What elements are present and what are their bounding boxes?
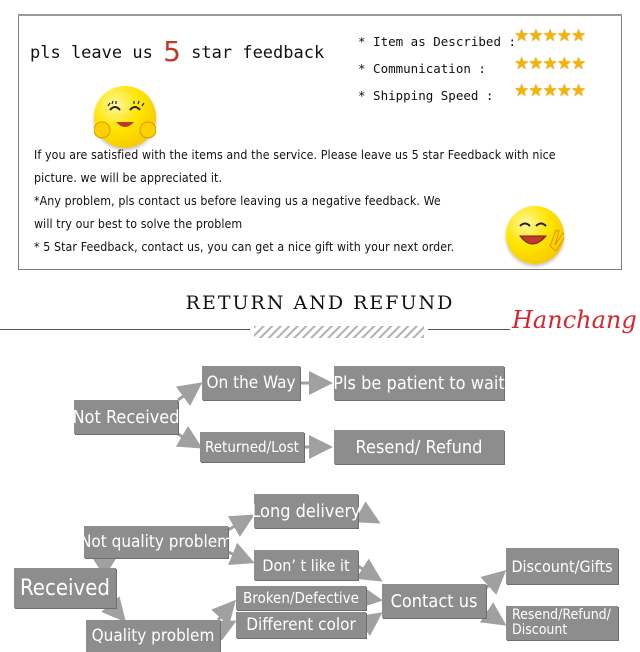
received-box: Received (14, 568, 116, 608)
dont-like-it-box: Don’ t like it (254, 550, 358, 580)
not-quality-problem-box: Not quality problem (84, 526, 228, 558)
arrow-contact-resend (486, 612, 504, 624)
broken-defective-box: Broken/Defective (236, 586, 366, 610)
brand-signature: Hanchang (512, 306, 637, 334)
resend-refund-discount-box: Resend/Refund/ Discount (506, 606, 618, 640)
arrow-long-next (360, 512, 378, 522)
rating-item-described: * Item as Described : (358, 34, 517, 49)
different-color-box: Different color (236, 612, 366, 638)
arrow-broken-contact (366, 598, 380, 600)
be-patient-box: Pls be patient to wait (334, 366, 504, 400)
arrow-contact-discount (486, 572, 504, 588)
arrow-quality-color (218, 622, 234, 630)
arrow-color-contact (366, 614, 380, 624)
discount-gifts-box: Discount/Gifts (506, 548, 618, 584)
headline-number: 5 (163, 35, 181, 68)
contact-us-box: Contact us (382, 584, 486, 618)
arrow-dontlike-contact (358, 566, 380, 580)
on-the-way-box: On the Way (202, 366, 300, 400)
body-line-5: * 5 Star Feedback, contact us, you can get a nice gift with your next order. (34, 240, 455, 254)
stars-communication: ★★★★★ (514, 54, 586, 74)
arrow-notreceived-ontheway (178, 384, 200, 400)
returned-lost-box: Returned/Lost (200, 432, 304, 462)
headline-post: star feedback (191, 43, 325, 63)
quality-problem-box: Quality problem (86, 620, 220, 652)
headline-pre: pls leave us (30, 43, 153, 63)
body-line-3: *Any problem, pls contact us before leaving us a negative feedback. We (34, 194, 441, 208)
stars-shipping-speed: ★★★★★ (514, 81, 586, 101)
rating-shipping-speed: * Shipping Speed : (358, 88, 494, 103)
arrow-notquality-long (228, 516, 252, 530)
arrow-notreceived-returned (178, 434, 200, 447)
body-line-4: will try our best to solve the problem (34, 217, 243, 231)
body-line-2: picture. we will be appreciated it. (34, 171, 223, 185)
rating-communication: * Communication : (358, 61, 486, 76)
not-received-box: Not Received (74, 400, 178, 434)
arrow-received-quality (112, 606, 124, 620)
body-line-1: If you are satisfied with the items and the service. Please leave us 5 star Feedback with nice (34, 148, 556, 162)
stars-item-described: ★★★★★ (514, 26, 586, 46)
arrow-notquality-dontlike (228, 552, 252, 562)
section-title: RETURN AND REFUND (185, 292, 455, 314)
long-delivery-box: Long delivery (254, 494, 358, 528)
resend-refund-box: Resend/ Refund (334, 430, 504, 464)
arrow-quality-broken (218, 602, 234, 620)
